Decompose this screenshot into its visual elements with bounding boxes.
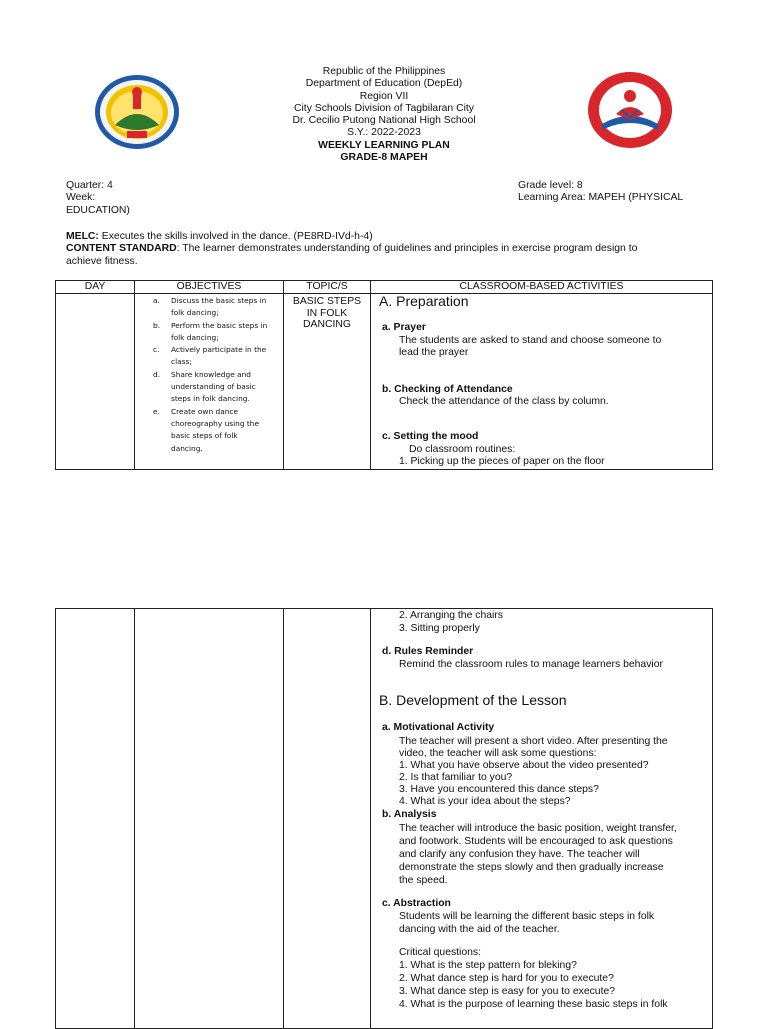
objective-item: c. Actively participate in the class; [153,345,267,367]
lesson-plan-table-continued [55,608,713,1029]
objective-item: b. Perform the basic steps in folk dancing; [153,320,268,342]
rules-title: d. Rules Reminder [382,646,474,657]
rules-text: Remind the classroom rules to manage learners behavior [399,659,663,670]
objective-item: a. Discuss the basic steps in folk dancing; [153,296,267,318]
mood-text: Do classroom routines: [409,444,516,455]
header-line: S.Y.: 2022-2023 [347,127,421,139]
analysis-text: The teacher will introduce the basic position, weight transfer, [399,823,677,834]
analysis-text: demonstrate the steps slowly and then gradually increase [399,862,664,873]
lesson-plan-table [55,280,713,470]
learning-area: Learning Area: MAPEH (PHYSICAL [518,192,684,204]
activities-cell [371,294,713,470]
motivation-text: video, the teacher will ask some questions: [399,748,597,759]
prayer-text: The students are asked to stand and choose someone to [399,335,662,346]
topic-cell: BASIC STEPS IN FOLK DANCING [284,294,371,470]
mood-item: 2. Arranging the chairs [399,610,503,621]
objectives-cell [135,294,284,470]
header-line: Republic of the Philippines [322,66,446,77]
question-item: 2. Is that familiar to you? [399,772,513,783]
mood-item: 1. Picking up the pieces of paper on the floor [399,456,605,467]
header-day: DAY [56,281,135,294]
info-left [66,180,130,217]
header-objectives: OBJECTIVES [135,281,284,294]
section-development: B. Development of the Lesson [379,692,567,708]
question-item: 4. What is your idea about the steps? [399,796,571,807]
content-standard-label: CONTENT STANDARD [66,243,177,255]
header-topics: TOPIC/S [284,281,371,294]
abstraction-title: c. Abstraction [382,898,451,909]
critical-questions-label: Critical questions: [399,947,482,958]
question-item: 1. What is the step pattern for bleking? [399,960,577,971]
attendance-title: b. Checking of Attendance [382,384,513,395]
quarter: Quarter: 4 [66,180,113,191]
question-item: 3. What dance step is easy for you to execute? [399,986,616,997]
attendance-text: Check the attendance of the class by column. [399,396,609,407]
content-standard-text: : The learner demonstrates understanding of guidelines and principles in exercise program design to [176,243,638,255]
analysis-text: the speed. [399,875,448,886]
abstraction-text: Students will be learning the different basic steps in folk [399,911,655,922]
mood-title: c. Setting the mood [382,431,479,442]
melc-block [66,231,716,268]
activities-cell [371,609,713,1029]
melc-text: Executes the skills involved in the dance. (PE8RD-IVd-h-4) [98,231,373,242]
header-line: Dr. Cecilio Putong National High School [292,115,476,127]
header-line: City Schools Division of Tagbilaran City [294,102,474,114]
prayer-text: lead the prayer [399,347,469,358]
objective-item: e. Create own dance choreography using the basic steps of folk dancing. [153,406,260,453]
content-standard-text-2: achieve fitness. [66,255,138,267]
objectives-cell [135,609,284,1029]
analysis-text: and footwork. Students will be encouraged to ask questions [399,836,673,847]
topic-cell [284,609,371,1029]
question-item: 1. What you have observe about the video presented? [399,760,649,771]
day-cell [56,294,135,470]
education: EDUCATION) [66,204,130,216]
objective-item: d. Share knowledge and understanding of basic steps in folk dancing. [153,369,256,404]
document-header [0,66,768,164]
question-item: 3. Have you encountered this dance steps? [399,784,599,795]
header-line: Region VII [359,90,409,102]
motivation-title: a. Motivational Activity [382,722,495,733]
abstraction-text: dancing with the aid of the teacher. [399,924,560,935]
mood-item: 3. Sitting properly [399,623,480,634]
analysis-title: b. Analysis [382,809,437,820]
question-item: 2. What dance step is hard for you to execute? [399,973,614,984]
grade-level: Grade level: 8 [518,180,583,191]
section-preparation: A. Preparation [379,293,469,309]
info-right [518,180,683,205]
header-line: Department of Education (DepEd) [305,78,463,90]
prayer-title: a. Prayer [382,322,426,333]
day-cell [56,609,135,1029]
week: Week: [66,192,96,204]
header-activities: CLASSROOM-BASED ACTIVITIES [371,281,713,294]
document-subtitle: GRADE-8 MAPEH [340,152,428,164]
melc-label: MELC: [66,231,99,242]
question-item: 4. What is the purpose of learning these basic steps in folk [399,999,668,1010]
motivation-text: The teacher will present a short video. After presenting the [399,736,668,747]
document-title: WEEKLY LEARNING PLAN [318,139,450,151]
analysis-text: and clarify any confusion they have. The teacher will [399,849,640,860]
